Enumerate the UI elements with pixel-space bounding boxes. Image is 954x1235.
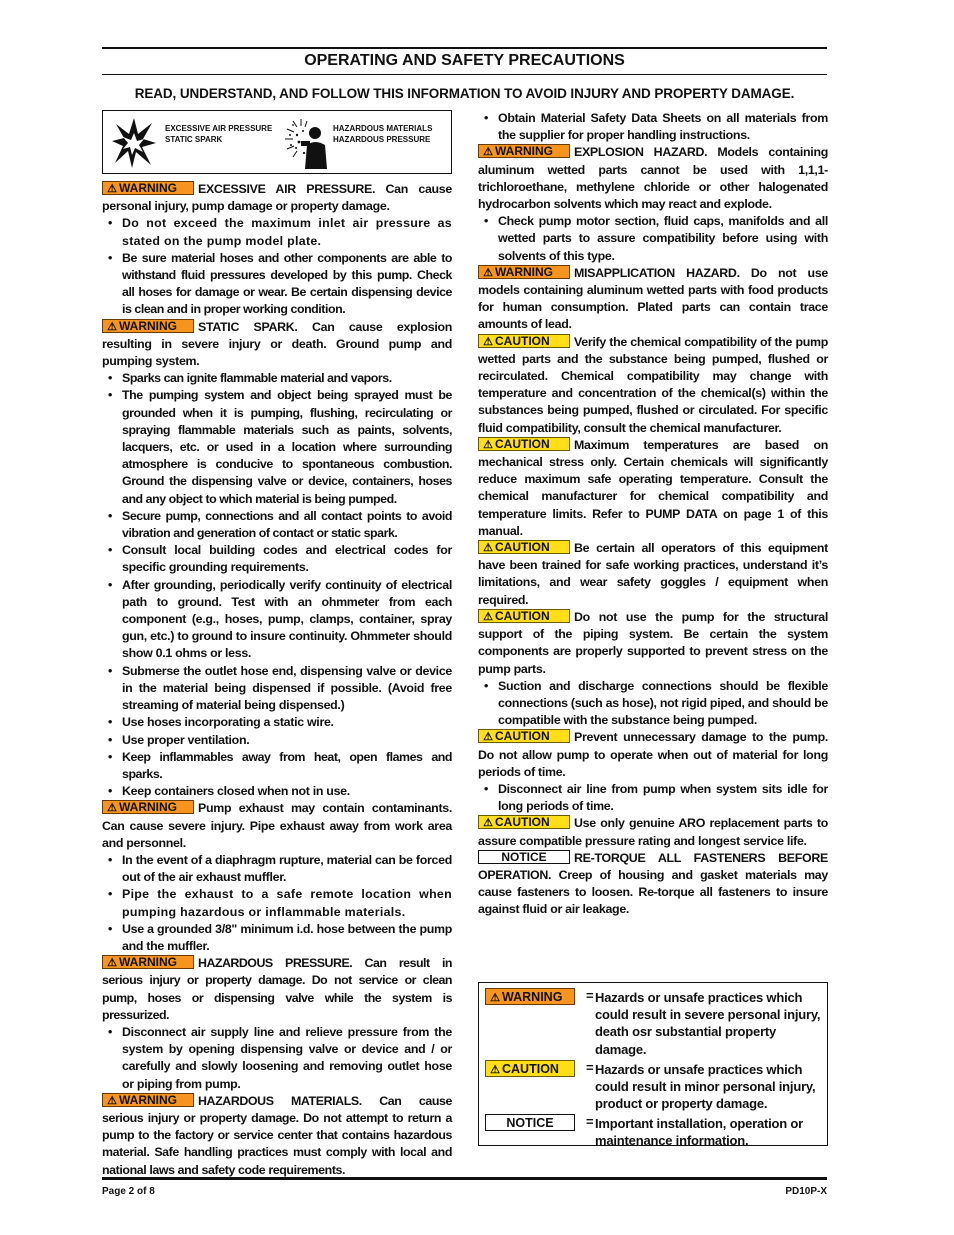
list-item: • After grounding, periodically verify continuity of electrical path to ground. Test with an ohmmeter from each component (e.g., hoses, pump, clamps, container, spray gun, etc.) to ground to insure continuity. Ohmmeter should show 0.1 ohms or less. bbox=[102, 577, 452, 663]
caution-badge: ⚠ CAUTION bbox=[478, 334, 570, 348]
list-item: • In the event of a diaphragm rupture, material can be forced out of the air exhaust muffler. bbox=[102, 852, 452, 886]
caution-triangle-icon: ⚠ bbox=[483, 610, 493, 623]
list-item: • Be sure material hoses and other components are able to withstand fluid pressures developed by this pump. Check all hoses for damage or wear. Be certain dispensing device is clean and in proper working condition. bbox=[102, 250, 452, 319]
list-item: • Disconnect air supply line and relieve pressure from the system by opening dispensing valve or device and / or carefully and slowly loosening and removing outlet hose or piping from pump. bbox=[102, 1024, 452, 1093]
warning-static-spark: ⚠ WARNING STATIC SPARK. Can cause explosion resulting in severe injury or death. Ground pump and pumping system. bbox=[102, 318, 452, 369]
caution-badge: ⚠ CAUTION bbox=[478, 540, 570, 554]
list-item: • Use a grounded 3/8" minimum i.d. hose between the pump and the muffler. bbox=[102, 921, 452, 955]
caution-triangle-icon: ⚠ bbox=[483, 438, 493, 451]
warning-badge: ⚠ WARNING bbox=[102, 1093, 194, 1107]
warning-badge: ⚠ WARNING bbox=[102, 800, 194, 814]
notice-badge: NOTICE bbox=[485, 1114, 575, 1131]
list-item: • Disconnect air line from pump when system sits idle for long periods of time. bbox=[478, 781, 828, 815]
caution-genuine-parts: ⚠ CAUTION Use only genuine ARO replacement parts to assure compatible pressure rating and longest service life. bbox=[478, 815, 828, 848]
caution-max-temperatures: ⚠ CAUTION Maximum temperatures are based on mechanical stress only. Certain chemicals will significantly reduce maximum safe operating temperature. Consult the chemical manufacturer for chemical compatibility and temperature limits. Refer to PUMP DATA on page 1 of this manual. bbox=[478, 436, 828, 538]
list-item: • Keep inflammables away from heat, open flames and sparks. bbox=[102, 749, 452, 783]
warning-triangle-icon: ⚠ bbox=[483, 146, 493, 159]
warning-triangle-icon: ⚠ bbox=[107, 1094, 117, 1107]
list-item: • Keep containers closed when not in use. bbox=[102, 783, 452, 800]
notice-retorque-fasteners: NOTICE RE-TORQUE ALL FASTENERS BEFORE OPERATION. Creep of housing and gasket materials may cause fasteners to loosen. Re-torque all fasteners to insure against fluid or air leakage. bbox=[478, 849, 828, 917]
legend-equals: = bbox=[586, 1060, 594, 1075]
document-code: PD10P-X bbox=[785, 1186, 827, 1197]
legend-equals: = bbox=[586, 1114, 594, 1129]
page-subtitle: READ, UNDERSTAND, AND FOLLOW THIS INFORMATION TO AVOID INJURY AND PROPERTY DAMAGE. bbox=[134, 86, 795, 101]
warning-badge: ⚠ WARNING bbox=[102, 181, 194, 195]
warning-triangle-icon: ⚠ bbox=[107, 183, 117, 195]
warning-triangle-icon: ⚠ bbox=[483, 266, 493, 279]
spray-hazard-icon bbox=[279, 115, 331, 171]
left-column bbox=[102, 181, 452, 1179]
warning-hazardous-materials: ⚠ WARNING HAZARDOUS MATERIALS. Can cause serious injury or property damage. Do not attempt to return a pump to the factory or service center that contains hazardous material. Safe handling practices must comply with local and national laws and safety code requirements. bbox=[102, 1092, 452, 1177]
list-item: • Check pump motor section, fluid caps, manifolds and all wetted parts to assure compatibility before using with solvents of this type. bbox=[478, 213, 828, 265]
warning-triangle-icon: ⚠ bbox=[107, 957, 117, 970]
caution-badge: ⚠ CAUTION bbox=[485, 1060, 575, 1077]
list-item: • Secure pump, connections and all contact points to avoid vibration and generation of contact or static spark. bbox=[102, 508, 452, 542]
warning-misapplication-hazard: ⚠ WARNING MISAPPLICATION HAZARD. Do not use models containing aluminum wetted parts with food products for human consumption. Plated parts can contain trace amounts of lead. bbox=[478, 264, 828, 332]
list-item: • Pipe the exhaust to a safe remote location when pumping hazardous or inflammable materials. bbox=[102, 886, 452, 920]
warning-triangle-icon: ⚠ bbox=[107, 802, 117, 815]
list-item: • Use proper ventilation. bbox=[102, 732, 452, 749]
warning-badge: ⚠ WARNING bbox=[478, 144, 570, 158]
legend-box bbox=[478, 982, 828, 1149]
page-title: OPERATING AND SAFETY PRECAUTIONS bbox=[304, 52, 625, 69]
caution-triangle-icon: ⚠ bbox=[483, 542, 493, 555]
warning-explosion-hazard: ⚠ WARNING EXPLOSION HAZARD. Models containing aluminum wetted parts cannot be used with 1,1,1-trichloroethane, methylene chloride or other halogenated hydrocarbon solvents which may react and explode. bbox=[478, 144, 828, 212]
warning-excessive-air-pressure: ⚠ WARNING EXCESSIVE AIR PRESSURE. Can cause personal injury, pump damage or property damage. bbox=[102, 181, 452, 214]
caution-badge: ⚠ CAUTION bbox=[478, 815, 570, 829]
legend-caution-text: Hazards or unsafe practices which could result in minor personal injury, product or property damage. bbox=[595, 1062, 816, 1112]
caution-triangle-icon: ⚠ bbox=[490, 1064, 500, 1076]
caution-chemical-compatibility: ⚠ CAUTION Verify the chemical compatibility of the pump wetted parts and the substance being pumped, flushed or recirculated. Chemical compatibility may change with temperature and concentration of the chemical(s) within the substances being pumped, flushed or circulated. For specific fluid compatibility, consult the chemical manufacturer. bbox=[478, 333, 828, 435]
list-item: • Obtain Material Safety Data Sheets on all materials from the supplier for proper handling instructions. bbox=[478, 110, 828, 144]
warning-hazardous-pressure: ⚠ WARNING HAZARDOUS PRESSURE. Can result in serious injury or property damage. Do not service or clean pump, hoses or dispensing valve while the system is pressurized. bbox=[102, 955, 452, 1022]
list-item: • The pumping system and object being sprayed must be grounded when it is pumping, flushing, recirculating or spraying flammable materials such as paints, solvents, lacquers, etc. or used in a location where surrounding atmosphere is conducive to spontaneous combustion. Ground the dispensing valve or device, containers, hoses and any object to which material is being pumped. bbox=[102, 387, 452, 507]
legend-equals: = bbox=[586, 988, 594, 1003]
legend-warning-text: Hazards or unsafe practices which could result in severe personal injury, death osr substantial property damage. bbox=[595, 990, 821, 1057]
footer-rule bbox=[102, 1177, 827, 1180]
caution-operators-trained: ⚠ CAUTION Be certain all operators of this equipment have been trained for safe working practices, understand it’s limitations, and wear safety goggles / equipment when required. bbox=[478, 540, 828, 607]
warning-badge: ⚠ WARNING bbox=[485, 988, 575, 1005]
caution-structural-support: ⚠ CAUTION Do not use the pump for the structural support of the piping system. Be certain the system components are properly supported to prevent stress on the pump parts. bbox=[478, 608, 828, 676]
hazard-label-1: EXCESSIVE AIR PRESSURE STATIC SPARK bbox=[165, 124, 273, 144]
hazard-pictogram-box bbox=[102, 110, 452, 174]
warning-badge: ⚠ WARNING bbox=[102, 319, 194, 333]
list-item: • Submerse the outlet hose end, dispensing valve or device in the material being dispensed if possible. (Avoid free streaming of material being dispensed.) bbox=[102, 663, 452, 715]
caution-unnecessary-damage: ⚠ CAUTION Prevent unnecessary damage to the pump. Do not allow pump to operate when out of material for long periods of time. bbox=[478, 729, 828, 779]
warning-triangle-icon: ⚠ bbox=[490, 992, 500, 1004]
warning-badge: ⚠ WARNING bbox=[478, 265, 570, 279]
hazard-label-2: HAZARDOUS MATERIALS HAZARDOUS PRESSURE bbox=[333, 124, 433, 144]
caution-badge: ⚠ CAUTION bbox=[478, 437, 570, 451]
caution-triangle-icon: ⚠ bbox=[483, 335, 493, 348]
caution-triangle-icon: ⚠ bbox=[483, 817, 493, 830]
warning-badge: ⚠ WARNING bbox=[102, 955, 194, 969]
caution-badge: ⚠ CAUTION bbox=[478, 609, 570, 623]
list-item: • Use hoses incorporating a static wire. bbox=[102, 714, 452, 731]
list-item: • Sparks can ignite flammable material and vapors. bbox=[102, 370, 452, 387]
notice-badge: NOTICE bbox=[478, 850, 570, 864]
caution-badge: ⚠ CAUTION bbox=[478, 729, 570, 743]
title-rule bbox=[102, 74, 827, 75]
legend-notice-text: Important installation, operation or maintenance information. bbox=[595, 1116, 804, 1149]
right-column bbox=[478, 110, 828, 919]
list-item: • Do not exceed the maximum inlet air pressure as stated on the pump model plate. bbox=[102, 215, 452, 249]
explosion-icon bbox=[111, 117, 157, 169]
top-rule bbox=[102, 47, 827, 49]
warning-pump-exhaust: ⚠ WARNING Pump exhaust may contain contaminants. Can cause severe injury. Pipe exhaust away from work area and personnel. bbox=[102, 800, 452, 850]
list-item: • Suction and discharge connections should be flexible connections (such as hose), not rigid piped, and should be compatible with the substance being pumped. bbox=[478, 678, 828, 730]
warning-triangle-icon: ⚠ bbox=[107, 320, 117, 333]
list-item: • Consult local building codes and electrical codes for specific grounding requirements. bbox=[102, 542, 452, 576]
page-number: Page 2 of 8 bbox=[102, 1186, 155, 1197]
caution-triangle-icon: ⚠ bbox=[483, 731, 493, 744]
